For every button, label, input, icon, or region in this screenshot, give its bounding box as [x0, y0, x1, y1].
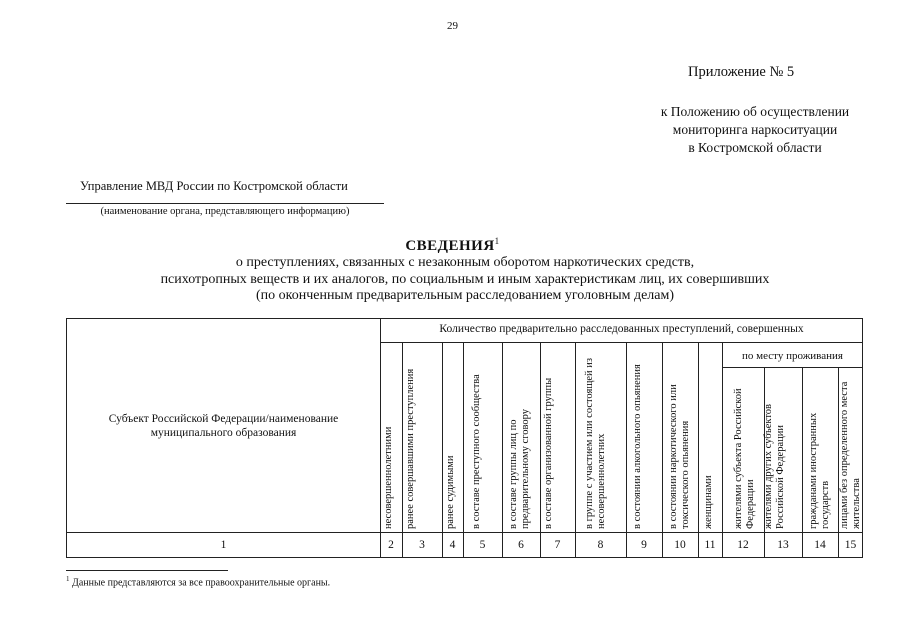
table-divider	[402, 342, 403, 557]
footnote-text: Данные представляются за все правоохранительные органы.	[69, 577, 331, 589]
appendix-label: Приложение № 5	[688, 64, 795, 80]
table-divider	[722, 367, 862, 368]
column-header: в составе преступного сообщества	[471, 374, 482, 529]
document-subtitle	[60, 255, 870, 305]
table-divider	[698, 342, 699, 557]
column-number: 15	[844, 539, 857, 551]
table-divider	[722, 342, 723, 557]
column-number: 3	[419, 539, 425, 551]
column-number: 1	[220, 539, 227, 551]
table-divider	[67, 532, 862, 533]
column-number: 6	[518, 539, 524, 551]
table-divider	[502, 342, 503, 557]
basis-line: в Костромской области	[688, 140, 822, 155]
column-number: 7	[554, 539, 561, 551]
column-number: 12	[737, 539, 749, 551]
column-header: в составе организованной группы	[543, 377, 554, 529]
column-header: ранее совершавшими преступления	[405, 368, 416, 529]
report-table	[66, 318, 863, 558]
table-divider	[662, 342, 663, 557]
column-header: жителями других субъектов Российской Федерации	[763, 403, 786, 529]
table-divider	[380, 319, 381, 557]
footnote	[66, 575, 330, 588]
group-header: Количество предварительно расследованных преступлений, совершенных	[439, 323, 804, 335]
table-divider	[463, 342, 464, 557]
title-footnote-mark: 1	[494, 236, 500, 246]
column-number: 5	[479, 539, 486, 551]
basis-line: мониторинга наркоситуации	[672, 122, 838, 137]
appendix-basis	[620, 103, 890, 157]
organization-caption: (наименование органа, представляющего информацию)	[100, 206, 350, 217]
column-header: женщинами	[703, 475, 714, 529]
subtitle-line: психотропных веществ и их аналогов, по социальным и иным характеристикам лиц, их совершивших	[160, 271, 770, 287]
table-divider	[575, 342, 576, 557]
document-title	[0, 236, 905, 255]
residence-header: по месту проживания	[742, 350, 843, 362]
table-divider	[380, 342, 862, 343]
column-header: в состоянии наркотического или токсического опьянения	[668, 384, 691, 529]
footnote-mark: 1	[66, 575, 70, 583]
column-header: несовершеннолетними	[383, 426, 394, 529]
column-header: жителями субъекта Российской Федерации	[733, 388, 756, 529]
subtitle-line: о преступлениях, связанных с незаконным оборотом наркотических средств,	[235, 255, 695, 270]
column-number: 8	[597, 539, 604, 551]
title-text: СВЕДЕНИЯ	[405, 238, 495, 254]
organization-underline	[66, 203, 384, 204]
basis-line: к Положению об осуществлении	[660, 104, 850, 119]
table-divider	[802, 367, 803, 557]
column-header: ранее судимыми	[445, 455, 456, 529]
column-number: 9	[641, 539, 647, 551]
column-header: гражданами иностранных государств	[808, 412, 831, 529]
column-number: 10	[674, 539, 686, 551]
subtitle-line: (по оконченным предварительным расследованием уголовным делам)	[255, 288, 675, 303]
organization-name: Управление МВД России по Костромской области	[80, 179, 348, 193]
column-number: 13	[777, 539, 789, 551]
column-header: в составе группы лиц по предварительному сговору	[508, 408, 531, 529]
column-header: в группе с участием или состоящей из несовершеннолетних	[584, 357, 607, 529]
column-header: лицами без определенного места жительства	[839, 381, 862, 529]
page-number: 29	[447, 20, 458, 32]
subject-header: Субъект Российской Федерации/наименование муниципального образования	[108, 413, 339, 439]
footnote-separator	[66, 570, 228, 571]
table-divider	[540, 342, 541, 557]
table-divider	[442, 342, 443, 557]
column-number: 14	[814, 539, 826, 551]
column-number: 11	[704, 539, 716, 551]
column-number: 4	[449, 539, 456, 551]
table-divider	[626, 342, 627, 557]
column-header: в состоянии алкогольного опьянения	[632, 364, 643, 529]
column-number: 2	[388, 539, 394, 551]
